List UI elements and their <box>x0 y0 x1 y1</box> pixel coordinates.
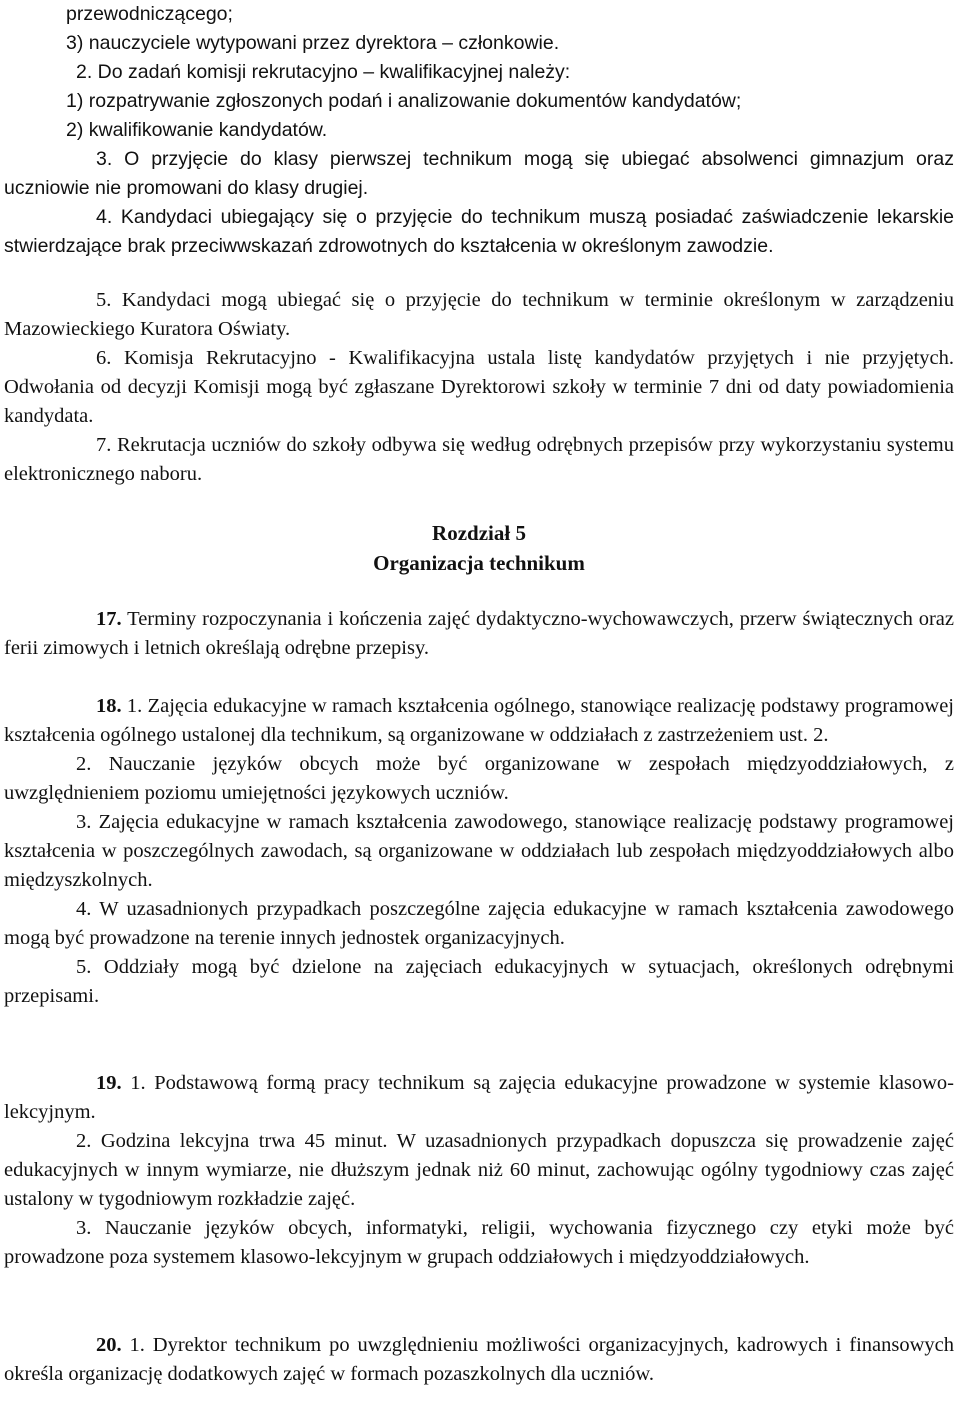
paragraph: 4. Kandydaci ubiegający się o przyjęcie do technikum muszą posiadać zaświadczenie lekarskie stwierdzające brak przeciwwskazań zdrowotnych do kształcenia w określonym zawodzie. <box>4 206 954 257</box>
paragraph-number: 18. <box>96 695 122 717</box>
paragraph-17 <box>4 605 954 663</box>
list-item: 1) rozpatrywanie zgłoszonych podań i analizowanie dokumentów kandydatów; <box>66 90 742 112</box>
chapter-number: Rozdział 5 <box>432 521 526 545</box>
list-item: 3) nauczyciele wytypowani przez dyrektora – członkowie. <box>66 32 560 54</box>
paragraph: 2. Do zadań komisji rekrutacyjno – kwalifikacyjnej należy: <box>76 61 571 83</box>
paragraph: 6. Komisja Rekrutacyjno - Kwalifikacyjna ustala listę kandydatów przyjętych i nie przyjętych. Odwołania od decyzji Komisji mogą być zgłaszane Dyrektorowi szkoły w terminie 7 dni od daty powiadomienia kandydata. <box>4 347 954 427</box>
subsection: 5. Oddziały mogą być dzielone na zajęciach edukacyjnych w sytuacjach, określonych odrębnymi przepisami. <box>4 956 954 1007</box>
subsection: 3. Zajęcia edukacyjne w ramach kształcenia zawodowego, stanowiące realizację podstawy programowej kształcenia w poszczególnych zawodach, są organizowane w oddziałach lub zespołach międzyoddziałowych albo międzyszkolnych. <box>4 811 954 891</box>
paragraph-19 <box>4 1069 954 1272</box>
paragraph-text: Terminy rozpoczynania i kończenia zajęć dydaktyczno-wychowawczych, przerw świątecznych oraz ferii zimowych i letnich określają odrębne przepisy. <box>4 608 954 659</box>
subsection: 3. Nauczanie języków obcych, informatyki, religii, wychowania fizycznego czy etyki może być prowadzone poza systemem klasowo-lekcyjnym w grupach oddziałowych i międzyoddziałowych. <box>4 1217 954 1268</box>
paragraph-20 <box>4 1331 954 1389</box>
chapter-title: Organizacja technikum <box>373 551 585 575</box>
subsection: 2. Godzina lekcyjna trwa 45 minut. W uzasadnionych przypadkach dopuszcza się prowadzenie zajęć edukacyjnych w innym wymiarze, nie dłuższym jednak niż 60 minut, zachowując ogólny tygodniowy czas zajęć ustalony w tygodniowym rozkładzie zajęć. <box>4 1130 954 1210</box>
paragraph-text: 1. Dyrektor technikum po uwzględnieniu możliwości organizacyjnych, kadrowych i finansowych określa organizację dodatkowych zajęć w formach pozaszkolnych dla uczniów. <box>4 1334 954 1385</box>
paragraph-number: 20. <box>96 1334 122 1356</box>
paragraph-18 <box>4 692 954 1011</box>
section-part-a <box>4 0 954 261</box>
list-item: 2) kwalifikowanie kandydatów. <box>66 119 328 141</box>
subsection: 4. W uzasadnionych przypadkach poszczególne zajęcia edukacyjne w ramach kształcenia zawodowego mogą być prowadzone na terenie innych jednostek organizacyjnych. <box>4 898 954 949</box>
section-part-b <box>4 286 954 489</box>
paragraph-number: 17. <box>96 608 122 630</box>
paragraph: 5. Kandydaci mogą ubiegać się o przyjęcie do technikum w terminie określonym w zarządzeniu Mazowieckiego Kuratora Oświaty. <box>4 289 954 340</box>
paragraph: 7. Rekrutacja uczniów do szkoły odbywa się według odrębnych przepisów przy wykorzystaniu systemu elektronicznego naboru. <box>4 434 954 485</box>
paragraph-number: 19. <box>96 1072 122 1094</box>
subsection: 2. Nauczanie języków obcych może być organizowane w zespołach międzyoddziałowych, z uwzględnieniem poziomu umiejętności językowych uczniów. <box>4 753 954 804</box>
paragraph-text: 1. Podstawową formą pracy technikum są zajęcia edukacyjne prowadzone w systemie klasowo-lekcyjnym. <box>4 1072 954 1123</box>
paragraph-text: 1. Zajęcia edukacyjne w ramach kształcenia ogólnego, stanowiące realizację podstawy programowej kształcenia ogólnego ustalonej dla technikum, są organizowane w oddziałach z zastrzeżeniem ust. 2. <box>4 695 954 746</box>
paragraph: 3. O przyjęcie do klasy pierwszej technikum mogą się ubiegać absolwenci gimnazjum oraz uczniowie nie promowani do klasy drugiej. <box>4 148 954 199</box>
text-line: przewodniczącego; <box>66 3 233 25</box>
